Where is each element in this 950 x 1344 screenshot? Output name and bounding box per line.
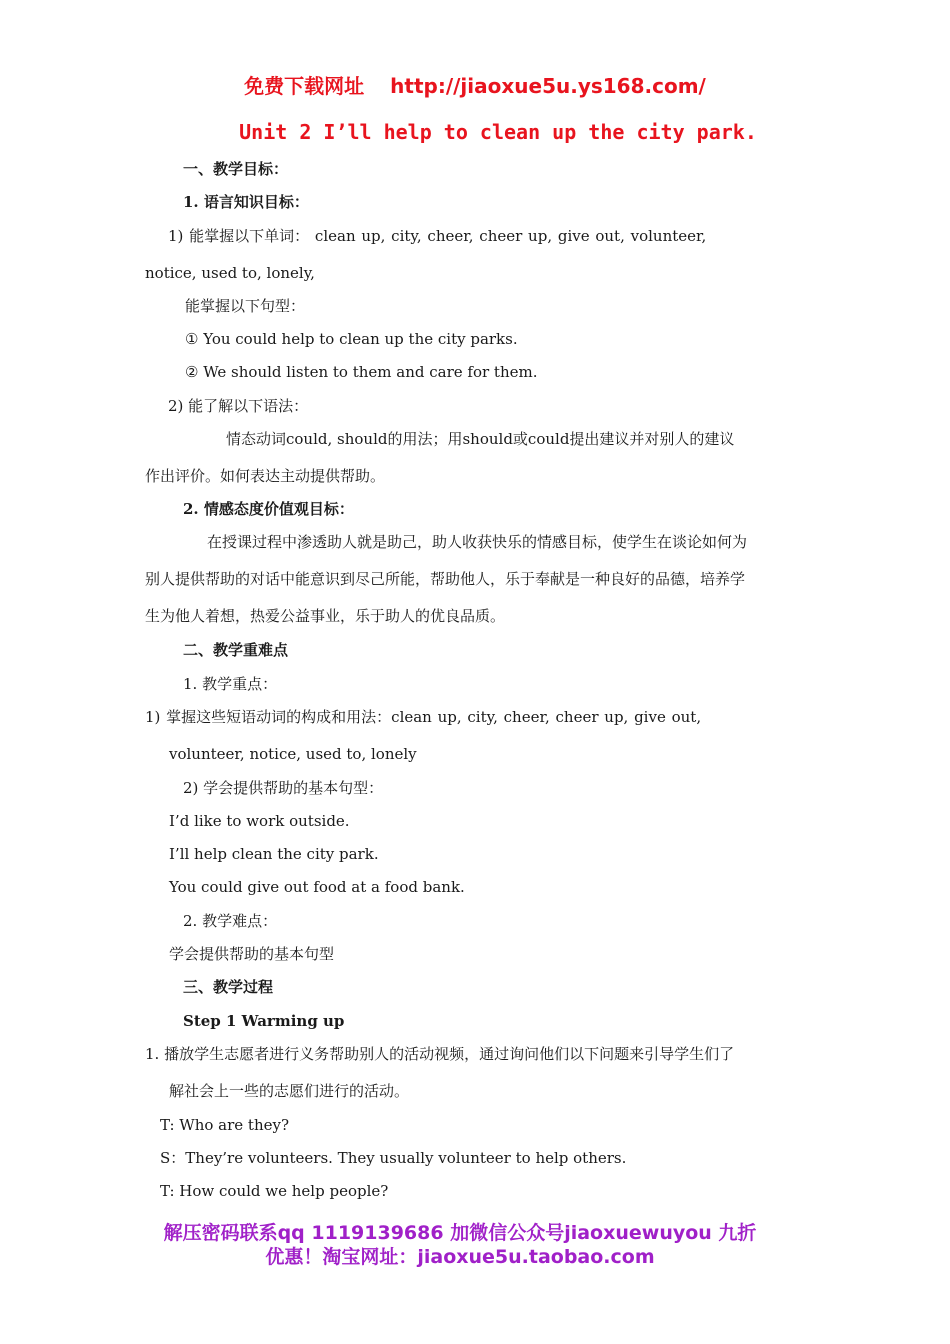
sentence-3: You could give out food at a food bank.	[169, 878, 465, 896]
focus-item-1-line-1: 1) 掌握这些短语动词的构成和用法：clean up, city, cheer, cheer up, give out,	[145, 708, 702, 726]
footer-line-1: 解压密码联系qq 1119139686 加微信公众号jiaoxuewuyou 九折	[163, 1222, 757, 1244]
emotion-line-1: 在授课过程中渗透助人就是助己，助人收获快乐的情感目标，使学生在谈论如何为	[207, 533, 748, 551]
pattern-1: ① You could help to clean up the city parks.	[185, 330, 518, 348]
patterns-label: 能掌握以下句型：	[185, 297, 306, 315]
header-label: 免费下载网址	[244, 74, 365, 98]
dialog-line-2: S：They’re volunteers. They usually volunteer to help others.	[160, 1149, 627, 1167]
section3-heading: 三、教学过程	[183, 978, 274, 996]
difficulty-text: 学会提供帮助的基本句型	[169, 945, 335, 963]
dialog-line-1: T: Who are they?	[160, 1116, 290, 1134]
activity-line-1: 1. 播放学生志愿者进行义务帮助别人的活动视频，通过询问他们以下问题来引导学生们了	[145, 1045, 735, 1063]
emotion-line-3: 生为他人着想，热爱公益事业，乐于助人的优良品质。	[145, 607, 506, 625]
section2-heading: 二、教学重难点	[183, 641, 289, 659]
focus-label: 1. 教学重点：	[183, 675, 278, 693]
header-url-link[interactable]: http://jiaoxue5u.ys168.com/	[390, 74, 706, 98]
section1-heading: 一、教学目标：	[183, 160, 289, 178]
dialog-line-3: T: How could we help people?	[160, 1182, 389, 1200]
grammar-line-1: 情态动词could, should的用法；用should或could提出建议并对别人的建议	[226, 430, 735, 448]
difficulty-label: 2. 教学难点：	[183, 912, 278, 930]
focus-item-1-line-2: volunteer, notice, used to, lonely	[169, 745, 417, 763]
section1-sub2: 2. 情感态度价值观目标：	[183, 500, 354, 518]
emotion-line-2: 别人提供帮助的对话中能意识到尽己所能，帮助他人，乐于奉献是一种良好的品德，培养学	[145, 570, 746, 588]
activity-line-2: 解社会上一些的志愿们进行的活动。	[169, 1082, 410, 1100]
sentence-1: I’d like to work outside.	[169, 812, 350, 830]
unit-title: Unit 2 I’ll help to clean up the city park.	[239, 120, 757, 144]
grammar-label: 2) 能了解以下语法：	[168, 397, 309, 415]
vocab-line-2: notice, used to, lonely,	[145, 264, 315, 282]
vocab-line-1: 1) 能掌握以下单词： clean up, city, cheer, cheer up, give out, volunteer,	[168, 227, 707, 245]
footer-line-2: 优惠！淘宝网址：jiaoxue5u.taobao.com	[265, 1246, 655, 1268]
sentence-2: I’ll help clean the city park.	[169, 845, 379, 863]
download-header	[0, 70, 950, 99]
grammar-line-2: 作出评价。如何表达主动提供帮助。	[145, 467, 386, 485]
section1-sub1: 1. 语言知识目标：	[183, 193, 309, 211]
pattern-2: ② We should listen to them and care for them.	[185, 363, 538, 381]
step-1-heading: Step 1 Warming up	[183, 1012, 345, 1030]
focus-item-2: 2) 学会提供帮助的基本句型：	[183, 779, 384, 797]
